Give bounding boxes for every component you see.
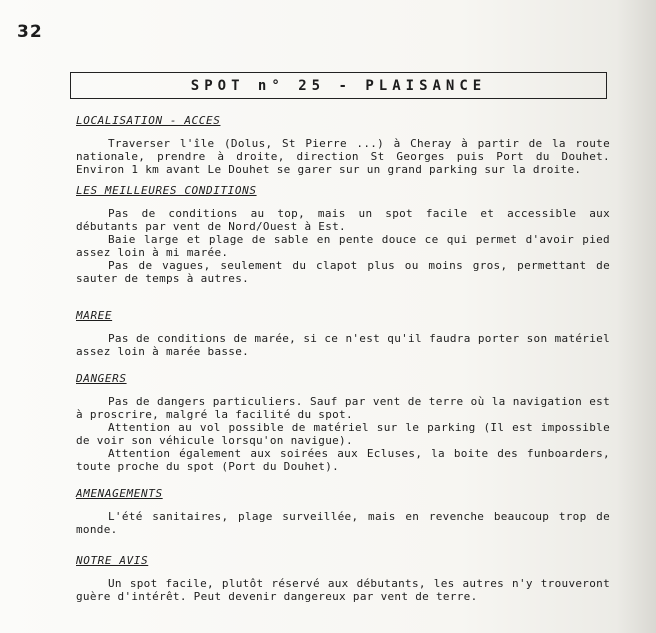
section-paragraph: Pas de conditions au top, mais un spot facile et accessible aux débutants par vent de Nord/Ouest à Est. (76, 207, 610, 233)
section-heading: MAREE (76, 309, 113, 322)
spot-title-box (70, 72, 607, 99)
section-localisation (76, 114, 610, 176)
section-dangers (76, 372, 610, 473)
section-paragraph: Attention également aux soirées aux Ecluses, la boite des funboarders, toute proche du spot (Port du Douhet). (76, 447, 610, 473)
section-paragraph: Baie large et plage de sable en pente douce ce qui permet d'avoir pied assez loin à mi marée. (76, 233, 610, 259)
section-amenagements (76, 487, 610, 536)
section-heading: AMENAGEMENTS (76, 487, 163, 500)
section-heading: NOTRE AVIS (76, 554, 149, 567)
section-maree (76, 309, 610, 358)
section-heading: LOCALISATION - ACCES (76, 114, 221, 127)
section-conditions (76, 184, 610, 285)
spot-title: SPOT n° 25 - PLAISANCE (190, 77, 487, 94)
section-paragraph: Pas de dangers particuliers. Sauf par vent de terre où la navigation est à proscrire, malgré la facilité du spot. (76, 395, 610, 421)
section-paragraph: Attention au vol possible de matériel sur le parking (Il est impossible de voir son véhicule lorsqu'on navigue). (76, 421, 610, 447)
section-notre-avis (76, 554, 610, 603)
section-paragraph: Pas de vagues, seulement du clapot plus ou moins gros, permettant de sauter de temps à autres. (76, 259, 610, 285)
page-content (76, 114, 610, 603)
section-paragraph: Un spot facile, plutôt réservé aux débutants, les autres n'y trouveront guère d'intérêt. Peut devenir dangereux par vent de terre. (76, 577, 610, 603)
section-paragraph: L'été sanitaires, plage surveillée, mais en revenche beaucoup trop de monde. (76, 510, 610, 536)
section-heading: DANGERS (76, 372, 127, 385)
page-number: 32 (17, 22, 43, 42)
section-heading: LES MEILLEURES CONDITIONS (76, 184, 257, 197)
section-paragraph: Traverser l'île (Dolus, St Pierre ...) à Cheray à partir de la route nationale, prendre à droite, direction St Georges puis Port du Douhet. Environ 1 km avant Le Douhet se garer sur un grand parking sur la droite. (76, 137, 610, 176)
section-paragraph: Pas de conditions de marée, si ce n'est qu'il faudra porter son matériel assez loin à marée basse. (76, 332, 610, 358)
